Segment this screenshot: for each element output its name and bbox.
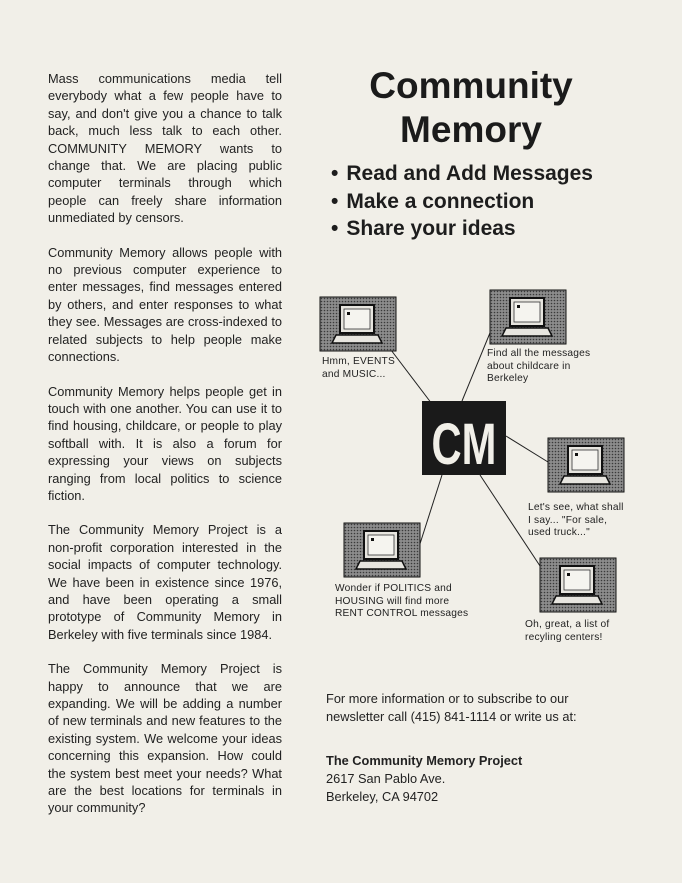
address-city: Berkeley, CA 94702 (326, 789, 439, 804)
address-street: 2617 San Pablo Ave. (326, 771, 446, 786)
feature-item-share: • Share your ideas (331, 215, 593, 243)
caption-truck-line: Let's see, what shall (528, 502, 624, 513)
terminal-recycling-icon (540, 558, 616, 612)
feature-item-read-add: • Read and Add Messages (331, 160, 593, 188)
caption-politics-line: Wonder if POLITICS and (335, 583, 452, 594)
paragraph-uses: Community Memory helps people get in touch with one another. You can use it to find housing, childcare, or people to play softball with. It is also a forum for expressing your views on subjects ranging from local politics to science fiction. (48, 383, 282, 503)
caption-truck-line: I say... "For sale, (528, 514, 608, 526)
paragraph-expansion: The Community Memory Project is happy to announce that we are expanding. We will be adding a number of new terminals and new features to the existing system. We welcome your ideas concerning this expansion. How could the system best meet your needs? What are the best locations for terminals in your community? (48, 661, 282, 816)
link-line-politics (418, 475, 442, 550)
caption-events-line: Hmm, EVENTS (322, 356, 395, 367)
caption-recycling-line: Oh, great, a list of (525, 619, 610, 630)
contact-info-text: For more information or to subscribe to our newsletter call (415) 841-1114 or write us at: (326, 691, 577, 724)
terminal-truck-icon (548, 438, 624, 492)
terminal-childcare-icon (490, 290, 566, 344)
terminal-events-icon (320, 297, 396, 351)
link-line-truck (506, 436, 548, 462)
organization-name: The Community Memory Project (326, 753, 523, 768)
paragraph-about-project: The Community Memory Project is a non-profit corporation interested in the social impacts of computer technology. We have been in existence since 1976, and have been operating a small prototype of Community Memory in Berkeley with five terminals since 1984. (48, 522, 282, 642)
caption-events-line: and MUSIC... (322, 368, 386, 380)
paragraph-intro: Mass communications media tell everybody what a few people have to say, and don't give you a chance to talk back, much less talk to each other. COMMUNITY MEMORY wants to change that. We are placing public computer terminals through which people can freely share information unmediated by censors. (48, 71, 282, 226)
link-line-events (391, 350, 432, 404)
caption-events (322, 356, 395, 381)
caption-childcare (487, 348, 590, 386)
caption-childcare-line: Berkeley (487, 373, 529, 384)
caption-recycling-line: recyling centers! (525, 631, 603, 643)
caption-childcare-line: about childcare in (487, 360, 571, 372)
caption-truck-line: used truck..." (528, 527, 590, 538)
terminal-politics-icon (344, 523, 420, 577)
contact-info (326, 690, 626, 806)
caption-truck (528, 502, 624, 540)
caption-politics-line: RENT CONTROL messages (335, 608, 469, 619)
cm-hub-label: CM (431, 411, 497, 477)
caption-politics (335, 583, 468, 621)
title-line-1: Community (369, 65, 573, 106)
caption-politics-line: HOUSING will find more (335, 595, 450, 607)
paragraph-how-it-works: Community Memory allows people with no previous computer experience to enter messages, find messages entered by others, and enter responses to what they see. Messages are cross-indexed to related subjects to help people make connections. (48, 244, 282, 365)
title-line-2: Memory (400, 109, 542, 150)
caption-childcare-line: Find all the messages (487, 348, 591, 359)
caption-recycling (525, 619, 609, 644)
feature-item-connect: • Make a connection (331, 188, 593, 216)
